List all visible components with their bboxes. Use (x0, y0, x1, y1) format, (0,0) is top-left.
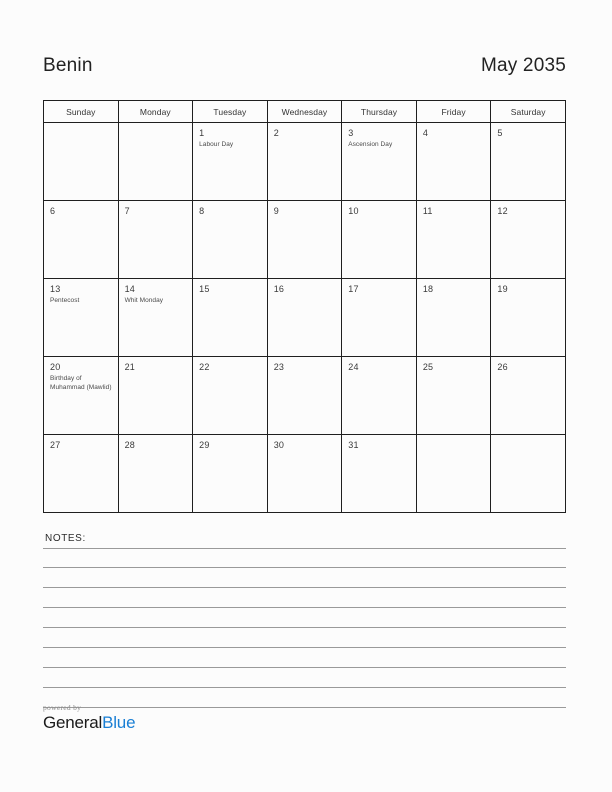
weekday-header-saturday: Saturday (491, 101, 566, 123)
day-cell-content (44, 201, 118, 278)
day-number: 17 (348, 284, 359, 294)
day-number: 10 (348, 206, 359, 216)
calendar-day-cell-empty (118, 123, 193, 201)
day-cell-content (119, 435, 193, 512)
day-cell-content (193, 357, 267, 434)
notes-label: NOTES: (45, 533, 86, 544)
powered-by-label: powered by (43, 703, 82, 712)
notes-lines (43, 548, 566, 708)
calendar-day-cell[interactable] (416, 201, 491, 279)
calendar-day-cell[interactable] (44, 279, 119, 357)
day-number: 7 (124, 206, 130, 216)
calendar-day-cell[interactable] (491, 201, 566, 279)
calendar-day-cell[interactable] (118, 435, 193, 513)
day-cell-content (44, 357, 118, 434)
note-line[interactable] (43, 628, 566, 648)
calendar-day-cell[interactable] (416, 123, 491, 201)
day-cell-content (119, 201, 193, 278)
day-number: 13 (50, 284, 61, 294)
day-cell-content (268, 435, 342, 512)
day-number: 19 (497, 284, 508, 294)
page-header (43, 48, 566, 84)
note-line[interactable] (43, 588, 566, 608)
day-number: 31 (348, 440, 359, 450)
day-cell-content (342, 201, 416, 278)
calendar-day-cell-empty (44, 123, 119, 201)
day-number: 5 (497, 128, 503, 138)
calendar-day-cell[interactable] (342, 201, 417, 279)
calendar-week-row (44, 279, 566, 357)
day-cell-content (44, 435, 118, 512)
day-cell-content (193, 123, 267, 200)
day-cell-content (193, 435, 267, 512)
footer-branding (43, 703, 135, 732)
country-title: Benin (43, 55, 93, 76)
calendar-day-cell[interactable] (491, 123, 566, 201)
day-cell-content (119, 279, 193, 356)
day-number: 3 (348, 128, 354, 138)
day-number: 21 (124, 362, 135, 372)
day-number: 1 (199, 128, 205, 138)
brand-name-second: Blue (102, 713, 136, 732)
calendar-day-cell[interactable] (193, 357, 268, 435)
calendar-day-cell[interactable] (44, 435, 119, 513)
calendar-week-row (44, 123, 566, 201)
calendar-week-row (44, 357, 566, 435)
month-year-title: May 2035 (480, 55, 566, 76)
day-cell-content (491, 357, 565, 434)
day-number: 18 (422, 284, 434, 294)
day-number: 29 (199, 440, 210, 450)
weekday-header-monday: Monday (118, 101, 193, 123)
day-cell-content (44, 123, 118, 200)
day-cell-content (193, 279, 267, 356)
calendar-week-row (44, 435, 566, 513)
day-cell-content (119, 123, 193, 200)
calendar-day-cell[interactable] (491, 357, 566, 435)
day-cell-content (268, 279, 342, 356)
holiday-label: Labour Day (199, 141, 234, 148)
day-cell-content (342, 123, 416, 200)
calendar-body (44, 123, 566, 513)
weekday-header-row (44, 101, 566, 123)
calendar-day-cell[interactable] (193, 279, 268, 357)
day-number: 22 (199, 362, 210, 372)
day-number: 26 (497, 362, 508, 372)
day-number: 9 (273, 206, 279, 216)
day-cell-content (193, 201, 267, 278)
day-cell-content (417, 123, 491, 200)
holiday-label: Pentecost (50, 297, 80, 304)
day-cell-content (342, 435, 416, 512)
calendar-day-cell[interactable] (44, 357, 119, 435)
day-number: 25 (422, 362, 434, 372)
calendar-day-cell[interactable] (491, 279, 566, 357)
calendar-day-cell-empty (416, 435, 491, 513)
holiday-label: Birthday of Muhammad (Mawlid) (50, 375, 112, 391)
day-number: 11 (422, 206, 433, 216)
day-number: 23 (273, 362, 285, 372)
day-cell-content (119, 357, 193, 434)
day-cell-content (268, 357, 342, 434)
weekday-header-tuesday: Tuesday (193, 101, 268, 123)
calendar-day-cell[interactable] (267, 357, 342, 435)
day-number: 2 (273, 128, 279, 138)
generalblue-logo (43, 713, 135, 732)
calendar-day-cell[interactable] (342, 435, 417, 513)
calendar-day-cell[interactable] (118, 279, 193, 357)
calendar-day-cell[interactable] (267, 279, 342, 357)
day-cell-content (491, 123, 565, 200)
day-number: 4 (422, 128, 429, 138)
day-number: 28 (124, 440, 135, 450)
day-cell-content (342, 357, 416, 434)
day-cell-content (491, 279, 565, 356)
note-line[interactable] (43, 568, 566, 588)
notes-section (43, 533, 566, 708)
calendar-day-cell[interactable] (342, 279, 417, 357)
calendar-day-cell[interactable] (193, 435, 268, 513)
calendar-day-cell[interactable] (342, 123, 417, 201)
calendar-day-cell[interactable] (193, 123, 268, 201)
calendar-day-cell[interactable] (118, 357, 193, 435)
note-line[interactable] (43, 548, 566, 568)
day-cell-content (268, 123, 342, 200)
day-number: 12 (497, 206, 508, 216)
calendar-week-row (44, 201, 566, 279)
note-line[interactable] (43, 608, 566, 628)
calendar-grid (43, 100, 566, 513)
day-cell-content (417, 357, 491, 434)
calendar-day-cell[interactable] (193, 201, 268, 279)
day-number: 27 (50, 440, 61, 450)
calendar-day-cell[interactable] (342, 357, 417, 435)
holiday-label: Whit Monday (124, 297, 164, 304)
day-cell-content (268, 201, 342, 278)
calendar-day-cell[interactable] (267, 123, 342, 201)
day-number: 24 (348, 362, 359, 372)
weekday-header-thursday: Thursday (342, 101, 417, 123)
day-number: 8 (199, 206, 205, 216)
day-number: 30 (273, 440, 285, 450)
calendar-day-cell[interactable] (44, 201, 119, 279)
day-number: 14 (124, 284, 135, 294)
day-cell-content (491, 201, 565, 278)
day-cell-content (417, 435, 491, 512)
calendar-day-cell-empty (491, 435, 566, 513)
day-number: 20 (50, 362, 61, 372)
day-number: 6 (50, 206, 56, 216)
note-line[interactable] (43, 668, 566, 688)
holiday-label: Ascension Day (348, 141, 393, 148)
calendar-day-cell[interactable] (416, 357, 491, 435)
day-cell-content (417, 279, 491, 356)
calendar-day-cell[interactable] (267, 201, 342, 279)
day-number: 16 (273, 284, 285, 294)
brand-name-first: General (43, 713, 103, 732)
weekday-header-friday: Friday (416, 101, 491, 123)
weekday-header-wednesday: Wednesday (267, 101, 342, 123)
day-cell-content (44, 279, 118, 356)
calendar-day-cell[interactable] (118, 201, 193, 279)
calendar-day-cell[interactable] (267, 435, 342, 513)
calendar-day-cell[interactable] (416, 279, 491, 357)
weekday-header-sunday: Sunday (44, 101, 119, 123)
day-cell-content (491, 435, 565, 512)
day-number: 15 (199, 284, 210, 294)
note-line[interactable] (43, 648, 566, 668)
day-cell-content (342, 279, 416, 356)
day-cell-content (417, 201, 491, 278)
